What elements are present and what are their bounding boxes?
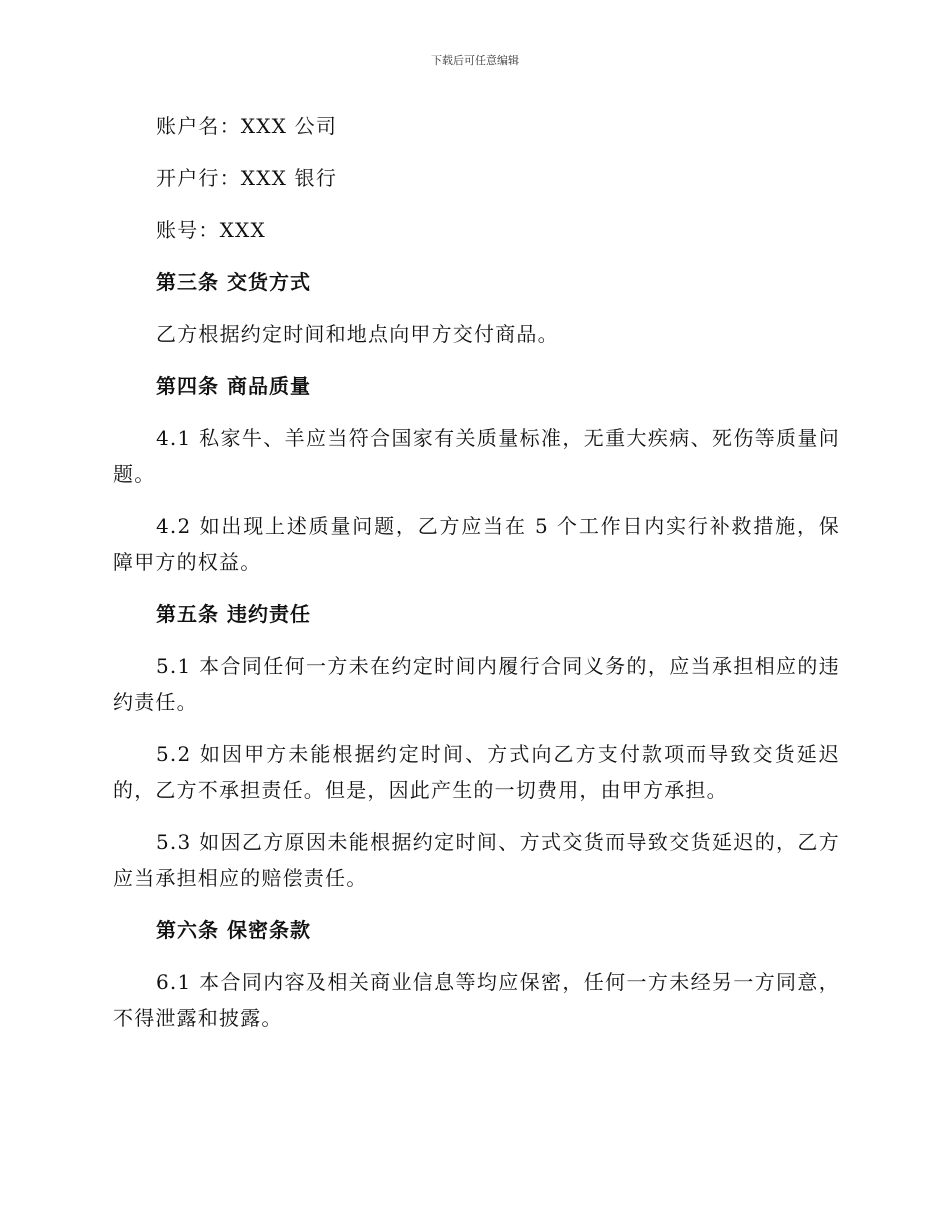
page-header: 下载后可任意编辑: [431, 54, 519, 67]
account-number-line: 账号：XXX: [156, 218, 266, 242]
account-name-line: 账户名：XXX 公司: [156, 114, 338, 138]
article-3-paragraph-1: 乙方根据约定时间和地点向甲方交付商品。: [156, 322, 559, 346]
article-6-title: 第六条 保密条款: [156, 918, 311, 942]
bank-line: 开户行：XXX 银行: [156, 166, 338, 190]
article-5-paragraph-1: 5.1 本合同任何一方未在约定时间内履行合同义务的，应当承担相应的违约责任。: [113, 654, 840, 714]
article-4-paragraph-1: 4.1 私家牛、羊应当符合国家有关质量标准，无重大疾病、死伤等质量问题。: [113, 426, 840, 486]
article-5-paragraph-3: 5.3 如因乙方原因未能根据约定时间、方式交货而导致交货延迟的，乙方应当承担相应的赔偿责任。: [113, 830, 840, 890]
article-3-title: 第三条 交货方式: [156, 270, 311, 294]
article-5-title: 第五条 违约责任: [156, 602, 311, 626]
article-4-title: 第四条 商品质量: [156, 374, 311, 398]
document-body: [113, 108, 840, 1052]
article-5-paragraph-2: 5.2 如因甲方未能根据约定时间、方式向乙方支付款项而导致交货延迟的，乙方不承担责任。但是，因此产生的一切费用，由甲方承担。: [113, 742, 840, 802]
article-4-paragraph-2: 4.2 如出现上述质量问题，乙方应当在 5 个工作日内实行补救措施，保障甲方的权益。: [113, 514, 840, 574]
article-6-paragraph-1: 6.1 本合同内容及相关商业信息等均应保密，任何一方未经另一方同意，不得泄露和披露。: [113, 970, 840, 1030]
